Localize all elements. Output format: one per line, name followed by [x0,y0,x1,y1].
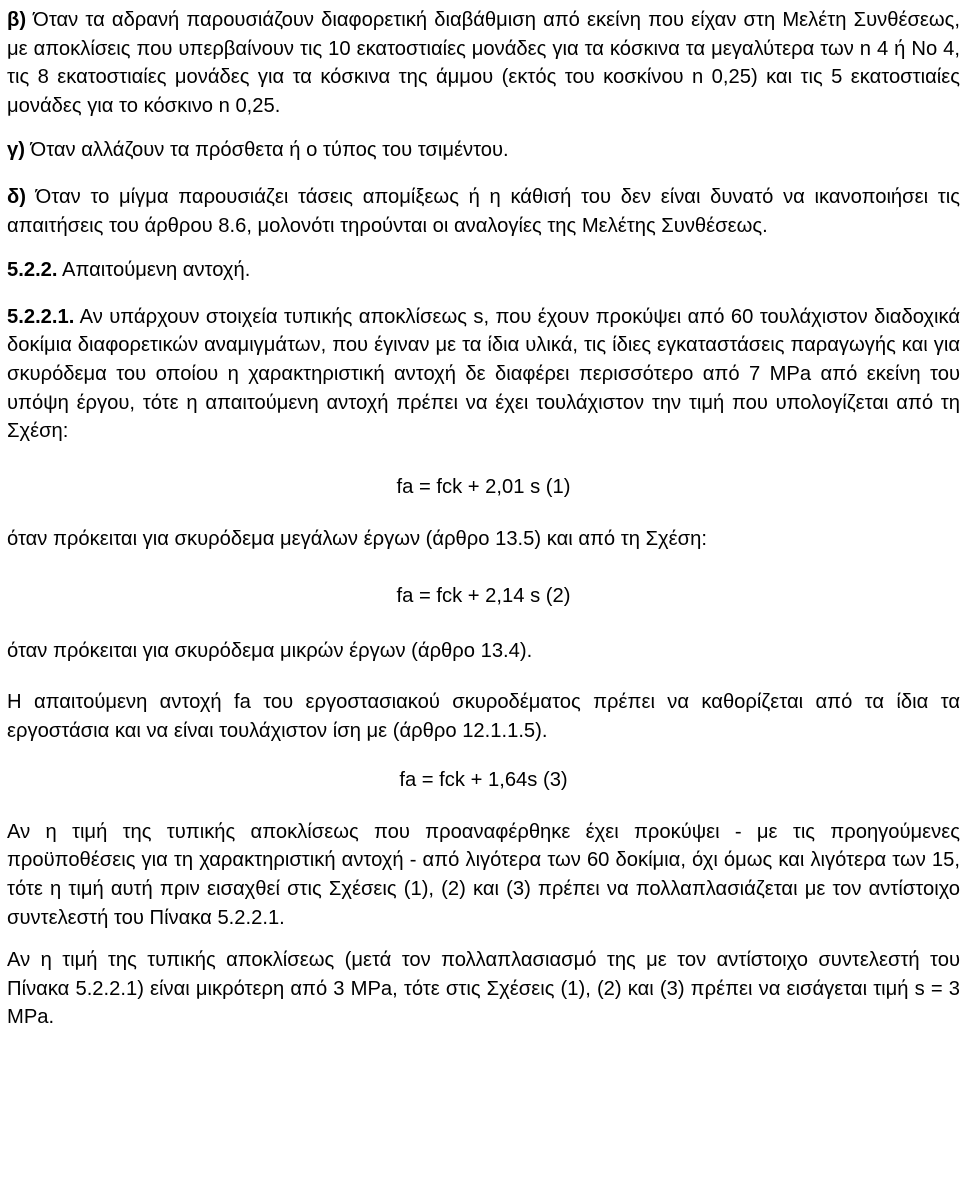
subsection-text: Αν υπάρχουν στοιχεία τυπικής αποκλίσεως s, που έχουν προκύψει από 60 τουλάχιστον διαδοχικά δοκίμια διαφορετικών αναμιγμάτων, που έγιναν με τα ίδια υλικά, τις ίδιες εγκαταστάσεις παραγωγής και για σκυρόδεμα του οποίου η χαρακτηριστική αντοχή δε διαφέρει περισσότερο από 7 MPa από εκείνη του υπόψη έργου, τότε η απαιτούμενη αντοχή πρέπει να έχει τουλάχιστον την τιμή που υπολογίζεται από τη Σχέση: [7,305,960,443]
paragraph-after-formula-2: όταν πρόκειται για σκυρόδεμα μικρών έργων (άρθρο 13.4). [7,639,533,662]
formula-1: fa = fck + 2,01 s (1) [396,475,571,498]
section-heading [7,256,960,285]
paragraph-delta-text: Όταν το μίγμα παρουσιάζει τάσεις απομίξεως ή η κάθισή του δεν είναι δυνατό να ικανοποιήσει τις απαιτήσεις του άρθρου 8.6, μολονότι τηρούνται οι αναλογίες της Μελέτης Συνθέσεως. [7,185,960,237]
paragraph-gamma [7,136,960,165]
paragraph-after-formula-1: όταν πρόκειται για σκυρόδεμα μεγάλων έργων (άρθρο 13.5) και από τη Σχέση: [7,528,707,551]
section-number: 5.2.2. [7,259,58,282]
formula-2: fa = fck + 2,14 s (2) [396,584,571,607]
formula-3: fa = fck + 1,64s (3) [399,769,568,792]
paragraph-fewer-specimens: Αν η τιμή της τυπικής αποκλίσεως που προαναφέρθηκε έχει προκύψει - με τις προηγούμενες προϋποθέσεις για τη χαρακτηριστική αντοχή - από λιγότερα των 60 δοκίμια, όχι όμως και λιγότερα των 15, τότε η τιμή αυτή πριν εισαχθεί στις Σχέσεις (1), (2) και (3) πρέπει να πολλαπλασιάζεται με τον αντίστοιχο συντελεστή του Πίνακα 5.2.2.1. [7,820,960,929]
item-label-gamma: γ) [7,139,25,162]
paragraph-minimum-deviation: Αν η τιμή της τυπικής αποκλίσεως (μετά τον πολλαπλασιασμό της με τον αντίστοιχο συντελεστή του Πίνακα 5.2.2.1) είναι μικρότερη από 3 MPa, τότε στις Σχέσεις (1), (2) και (3) πρέπει να εισάγεται τιμή s = 3 MPa. [7,949,960,1029]
paragraph-beta-text: Όταν τα αδρανή παρουσιάζουν διαφορετική διαβάθμιση από εκείνη που είχαν στη Μελέτη Συνθέσεως, με αποκλίσεις που υπερβαίνουν τις 10 εκατοστιαίες μονάδες για τα κόσκινα τα μεγαλύτερα των n 4 ή Νο 4, τις 8 εκατοστιαίες μονάδες για τα κόσκινα της άμμου (εκτός του κοσκίνου n 0,25) και τις 5 εκατοστιαίες μονάδες για το κόσκινο n 0,25. [7,9,960,117]
document-page [7,6,960,1032]
paragraph-gamma-text: Όταν αλλάζουν τα πρόσθετα ή ο τύπος του τσιμέντου. [24,139,509,162]
item-label-delta: δ) [7,185,26,208]
subsection-number: 5.2.2.1. [7,305,75,328]
paragraph-beta [7,6,960,120]
paragraph-delta [7,183,960,240]
paragraph-factory: Η απαιτούμενη αντοχή fa του εργοστασιακού σκυροδέματος πρέπει να καθορίζεται από τα ίδια τα εργοστάσια και να είναι τουλάχιστον ίση με (άρθρο 12.1.1.5). [7,691,960,742]
subsection-paragraph [7,303,960,446]
section-title: Απαιτούμενη αντοχή. [57,259,251,282]
item-label-beta: β) [7,9,27,31]
